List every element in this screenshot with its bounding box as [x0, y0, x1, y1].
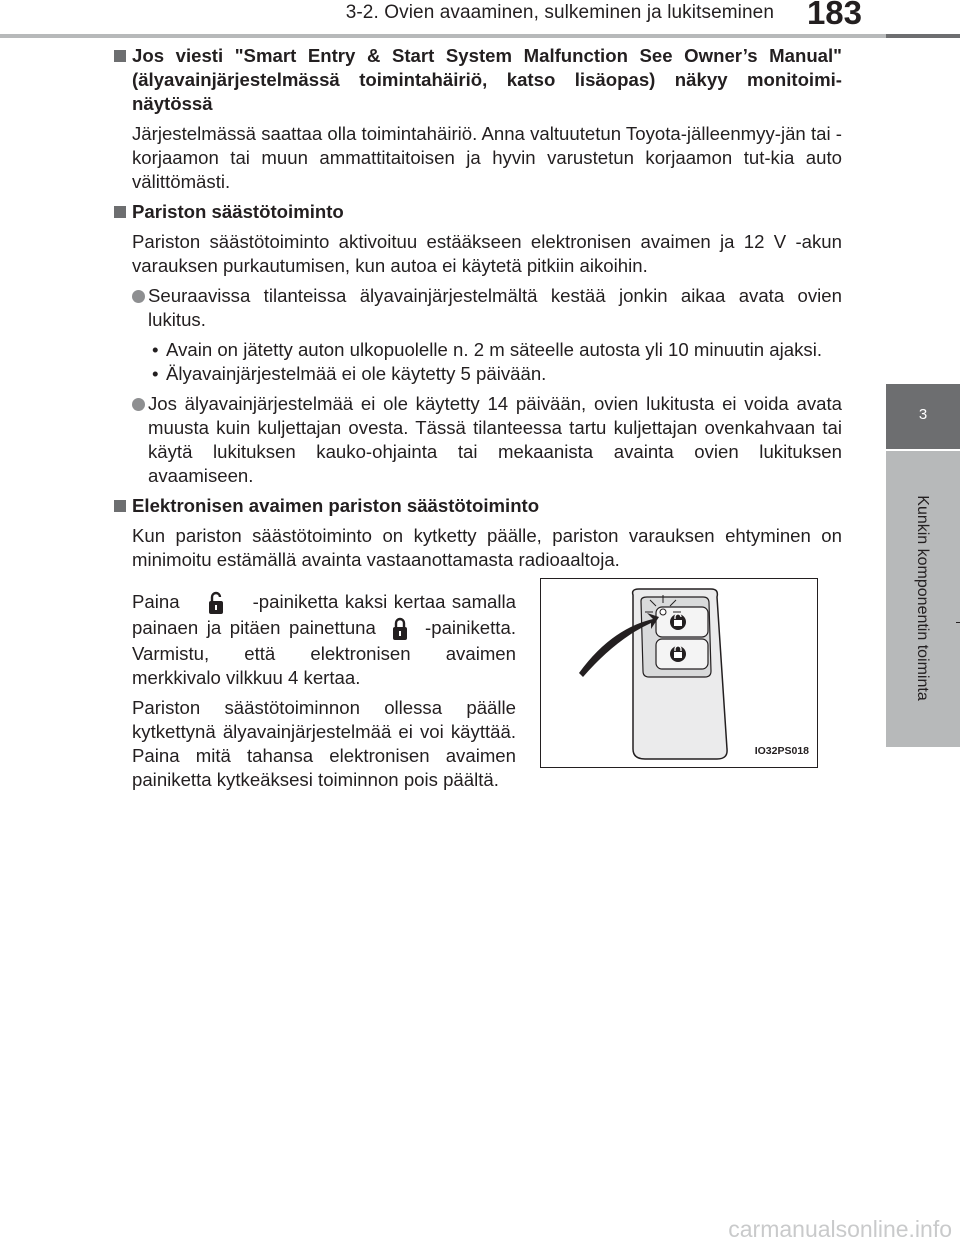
sub-list-item: • Avain on jätetty auton ulkopuolelle n. 2 m säteelle autosta yli 10 minuutin ajaksi.: [152, 339, 823, 360]
list-item: Jos älyavainjärjestelmää ei ole käytetty 14 päivään, ovien lukitusta ei voida avata muusta kuin kuljettajan ovesta. Tässä tilanteessa tartu kuljettajan ovenkahvaan tai käytä lukituksen kauko-ohjainta tai mekaanista avainta ovien lukituksen avaamiseen.: [112, 392, 842, 488]
chapter-title: Kunkin komponentin toiminta: [914, 495, 931, 701]
dot-bullet: •: [152, 339, 159, 360]
header-rule-accent: [886, 34, 960, 38]
chapter-tab: [886, 384, 960, 449]
lock-icon: [388, 616, 412, 642]
instruction-paragraph-2: Pariston säästötoiminnon ollessa päälle kytkettynä älyavainjärjestelmää ei voi käyttää. Paina mitä tahansa elektronisen avaimen painiketta kytkeäksesi toiminnon pois päältä.: [132, 697, 516, 791]
round-bullet-icon: [132, 398, 145, 411]
section-heading-malfunction: Jos viesti "Smart Entry & Start System Malfunction See Owner’s Manual" (älyavainjärjestelmässä toimintahäiriö, katso lisäopas) näkyy monitoimi-näytössä: [112, 44, 842, 116]
instruction-text: [132, 590, 516, 798]
section-title: 3-2. Ovien avaaminen, sulkeminen ja lukitseminen: [345, 2, 774, 23]
key-fob-drawing: [541, 579, 816, 766]
square-bullet-icon: [114, 50, 126, 62]
page-number: 183: [806, 0, 862, 31]
square-bullet-icon: [114, 206, 126, 218]
sub-list-item: • Älyavainjärjestelmää ei ole käytetty 5 päivään.: [152, 363, 547, 384]
section-text-key-battery-saving: Kun pariston säästötoiminto on kytketty päälle, pariston varauksen ehtyminen on minimoitu estämällä avainta vastaanottamasta radioaaltoja.: [132, 525, 842, 570]
header-rule: [0, 34, 960, 38]
instruction-paragraph-1: Paina -painiketta kaksi kertaa samalla painaen ja pitäen painettuna -painiketta. Varmistu, että elektronisen avaimen merkkivalo vilkkuu 4 kertaa.: [132, 591, 517, 689]
page-content: [112, 44, 842, 828]
section-heading-key-battery-saving: Elektronisen avaimen pariston säästötoiminto: [112, 494, 842, 518]
section-heading-battery-saving: Pariston säästötoiminto: [112, 200, 842, 224]
round-bullet-icon: [132, 290, 145, 303]
section-text-battery-saving: Pariston säästötoiminto aktivoituu estääkseen elektronisen avaimen ja 12 V -akun varauksen purkautumisen, kun autoa ei käytetä pitkiin aikoihin.: [132, 231, 842, 276]
key-fob-illustration: [540, 578, 818, 768]
instruction-block: [112, 578, 842, 828]
page-header: [0, 0, 960, 40]
strip-tick: [956, 622, 960, 623]
square-bullet-icon: [114, 500, 126, 512]
chapter-number: 3: [918, 406, 928, 423]
unlock-icon: [204, 590, 228, 616]
list-item: Seuraavissa tilanteissa älyavainjärjestelmältä kestää jonkin aikaa avata ovien lukitus.: [112, 284, 842, 332]
figure-code: IO32PS018: [754, 745, 809, 757]
watermark: carmanualsonline.info: [728, 1216, 952, 1242]
section-text-malfunction: Järjestelmässä saattaa olla toimintahäiriö. Anna valtuutetun Toyota-jälleenmyy-jän tai -korjaamon tai muun ammattitaitoisen ja hyvin varustetun korjaamon tut-kia auto välittömästi.: [132, 123, 842, 192]
dot-bullet: •: [152, 363, 159, 384]
